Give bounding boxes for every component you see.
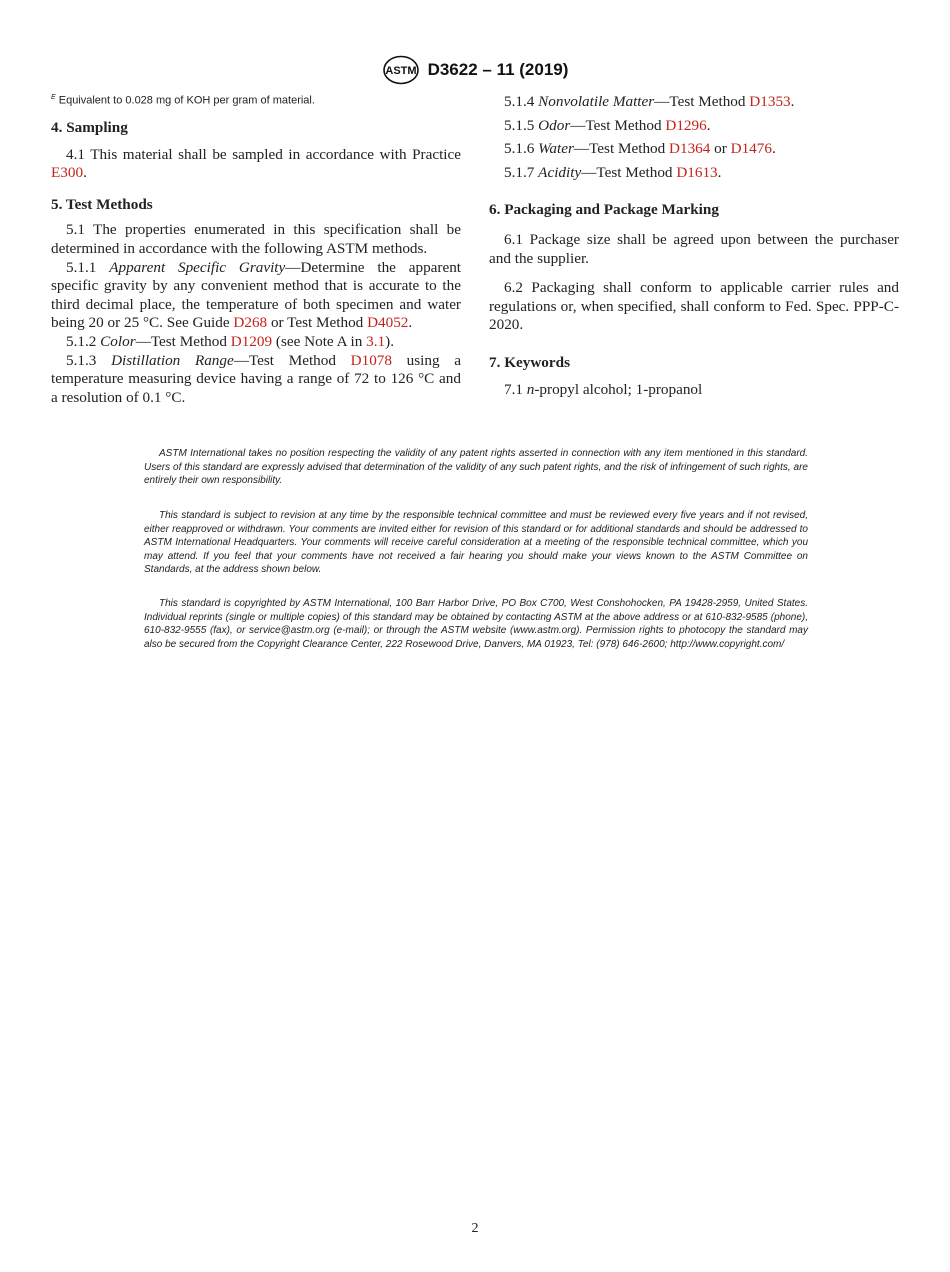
section-4-heading: 4. Sampling [51, 119, 128, 136]
para-4-1: 4.1 This material shall be sampled in accordance with Practice E300. [51, 145, 461, 182]
para-5-1-6: 5.1.6 Water—Test Method D1364 or D1476. [504, 140, 776, 158]
section-7-heading: 7. Keywords [489, 353, 570, 371]
revision-disclaimer: This standard is subject to revision at any time by the responsible technical committee and must be reviewed every five years and if not revised, either reapproved or withdrawn. Your comments are invited either for revision of this standard or for additional standards and should be addressed to ASTM International Headquarters. Your comments will receive careful consideration at a meeting of the responsible technical committee, which you may attend. If you feel that your comments have not received a fair hearing you should make your views known to the ASTM Committee on Standards, at the address shown below. [144, 510, 808, 576]
link-d1613[interactable]: D1613 [676, 163, 718, 181]
para-7-1: 7.1 n-propyl alcohol; 1-propanol [504, 380, 703, 398]
para-5-1: 5.1 The properties enumerated in this specification shall be determined in accordance with the following ASTM methods. [51, 221, 461, 257]
footnote: $^E$ Equivalent to 0.028 mg of KOH per gram of material. [51, 94, 315, 107]
astm-logo-icon [382, 55, 420, 85]
section-6-heading: 6. Packaging and Package Marking [489, 201, 719, 219]
para-5-1-7: 5.1.7 Acidity—Test Method D1613. [504, 163, 722, 181]
link-d1476[interactable]: D1476 [730, 140, 772, 158]
para-5-1-3: 5.1.3 Distillation Range—Test Method D1078 using a temperature measuring device having a range of 72 to 126 °C and a resolution of 0.1 °C. [51, 351, 462, 406]
link-3-1[interactable]: 3.1 [366, 332, 386, 350]
para-5-1-2: 5.1.2 Color—Test Method D1209 (see Note A in 3.1). [66, 332, 394, 350]
link-d4052[interactable]: D4052 [367, 314, 409, 332]
link-e300[interactable]: E300 [51, 164, 84, 182]
left-column [51, 119, 461, 407]
right-column [489, 93, 899, 399]
copyright-notice: This standard is copyrighted by ASTM International, 100 Barr Harbor Drive, PO Box C700, West Conshohocken, PA 19428-2959, United States. Individual reprints (single or multiple copies) of this standard may be obtained by contacting ASTM at the above address or at 610-832-9585 (phone), 610-832-9555 (fax), or service@astm.org (e-mail); or through the ASTM website (www.astm.org). Permission rights to photocopy the standard may also be secured from the Copyright Clearance Center, 222 Rosewood Drive, Danvers, MA 01923, Tel: (978) 646-2600; http://www.copyright.com/ [144, 598, 808, 650]
link-d1296[interactable]: D1296 [665, 116, 707, 134]
section-5-heading: 5. Test Methods [51, 195, 153, 213]
page-number: 2 [471, 1221, 479, 1236]
document-designation: D3622 – 11 (2019) [427, 60, 569, 79]
link-d1364[interactable]: D1364 [669, 140, 711, 158]
page-header [0, 55, 950, 85]
para-6-1: 6.1 Package size shall be agreed upon between the purchaser and the supplier. [489, 230, 899, 267]
link-d1353[interactable]: D1353 [749, 93, 791, 110]
para-5-1-1: 5.1.1 Apparent Specific Gravity—Determine the apparent specific gravity by any convenient method that is accurate to the third decimal place, the temperature of both specimen and water being 20 or 25 °C. See Guide D268 or Test Method D4052. [51, 258, 462, 332]
link-d1209[interactable]: D1209 [230, 332, 273, 350]
patent-disclaimer: ASTM International takes no position respecting the validity of any patent rights asserted in connection with any item mentioned in this standard. Users of this standard are expressly advised that determination of the validity of any such patent rights, and the risk of infringement of such rights, are entirely their own responsibility. [144, 448, 808, 487]
svg-text:ASTM: ASTM [384, 65, 417, 77]
link-d268[interactable]: D268 [233, 314, 268, 332]
link-d1078[interactable]: D1078 [350, 351, 392, 369]
para-5-1-5: 5.1.5 Odor—Test Method D1296. [504, 116, 711, 134]
para-6-2: 6.2 Packaging shall conform to applicable carrier rules and regulations or, when specified, shall conform to Fed. Spec. PPP-C-2020. [489, 279, 899, 334]
para-5-1-4: 5.1.4 Nonvolatile Matter—Test Method D1353. [504, 93, 795, 110]
